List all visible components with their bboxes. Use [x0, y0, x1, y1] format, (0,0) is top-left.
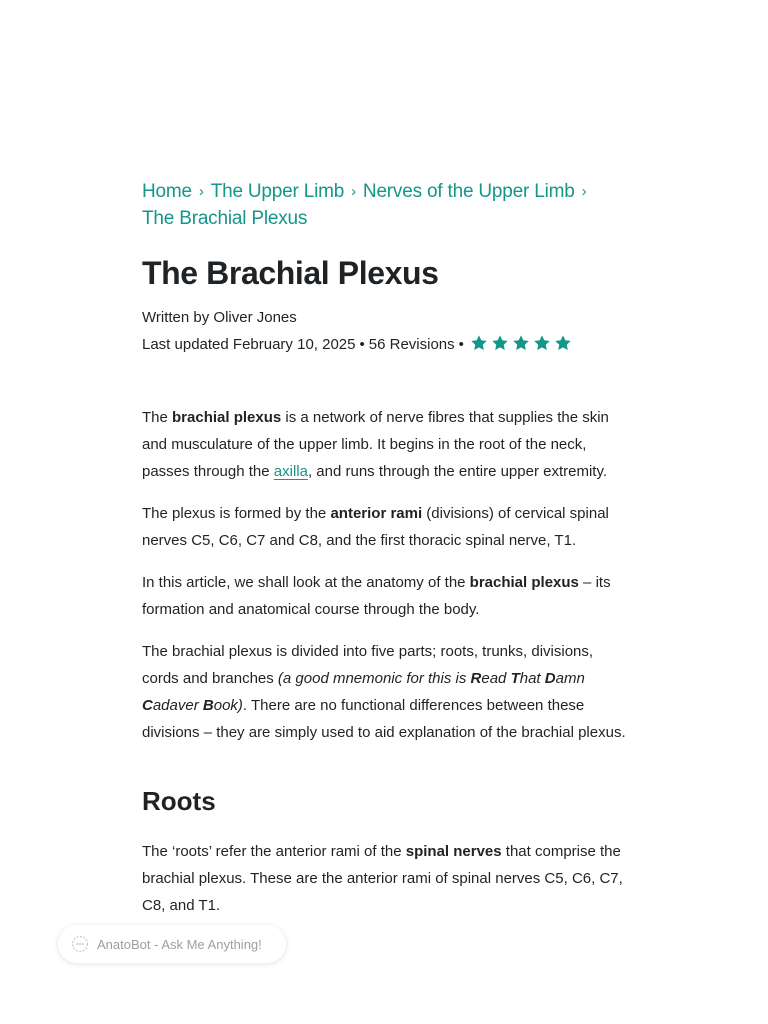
revisions-link[interactable]: 56 Revisions: [368, 336, 455, 353]
chevron-right-icon: ›: [351, 183, 356, 200]
bold-term: brachial plexus: [172, 409, 282, 426]
paragraph: In this article, we shall look at the anatomy of the brachial plexus – its formation and anatomical course through the body.: [142, 574, 611, 618]
breadcrumb: [142, 178, 632, 232]
update-line: [142, 331, 632, 358]
chatbot-label: AnatoBot - Ask Me Anything!: [97, 936, 262, 952]
breadcrumb-upper-limb[interactable]: The Upper Limb: [210, 181, 345, 202]
paragraph: The brachial plexus is divided into five parts; roots, trunks, divisions, cords and branches (a good mnemonic for this is Read That Damn Cadaver Book). There are no functional differences between these divisions – they are simply used to aid explanation of the brachial plexus.: [142, 643, 626, 741]
section-heading-roots: Roots: [142, 786, 216, 816]
article-meta: [142, 304, 632, 358]
chatbot-button[interactable]: [58, 925, 286, 963]
page-title: The Brachial Plexus: [142, 255, 439, 291]
axilla-link[interactable]: axilla: [273, 463, 308, 480]
star-icon[interactable]: [491, 334, 509, 352]
chevron-right-icon: ›: [198, 183, 204, 200]
paragraph: The brachial plexus is a network of nerve fibres that supplies the skin and musculature of the upper limb. It begins in the root of the neck, passes through the axilla, and runs through the entire upper extremity.: [142, 409, 609, 480]
breadcrumb-current[interactable]: The Brachial Plexus: [142, 208, 308, 229]
paragraph: The ‘roots’ refer the anterior rami of the spinal nerves that comprise the brachial plexus. These are the anterior rami of spinal nerves C5, C6, C7, C8, and T1.: [142, 843, 623, 914]
star-rating[interactable]: [470, 334, 572, 352]
breadcrumb-home[interactable]: Home: [142, 181, 192, 202]
last-updated: Last updated February 10, 2025: [142, 336, 356, 353]
bold-term: spinal nerves: [405, 843, 502, 860]
author: Written by Oliver Jones: [142, 309, 297, 326]
mnemonic: (a good mnemonic for this is Read That Damn Cadaver Book): [142, 670, 585, 714]
bold-term: brachial plexus: [469, 574, 579, 591]
star-icon[interactable]: [533, 334, 551, 352]
breadcrumb-nerves[interactable]: Nerves of the Upper Limb: [362, 181, 575, 202]
dot-separator: •: [458, 336, 464, 353]
bold-term: anterior rami: [330, 505, 423, 522]
dot-separator: •: [359, 336, 365, 353]
paragraph: The plexus is formed by the anterior rami (divisions) of cervical spinal nerves C5, C6, C7 and C8, and the first thoracic spinal nerve, T1.: [142, 505, 609, 549]
star-icon[interactable]: [554, 334, 572, 352]
article-body: [142, 404, 632, 919]
star-icon[interactable]: [470, 334, 488, 352]
main-content: [142, 178, 632, 934]
chat-bot-icon: [71, 935, 89, 953]
star-icon[interactable]: [512, 334, 530, 352]
chevron-right-icon: ›: [581, 183, 587, 200]
